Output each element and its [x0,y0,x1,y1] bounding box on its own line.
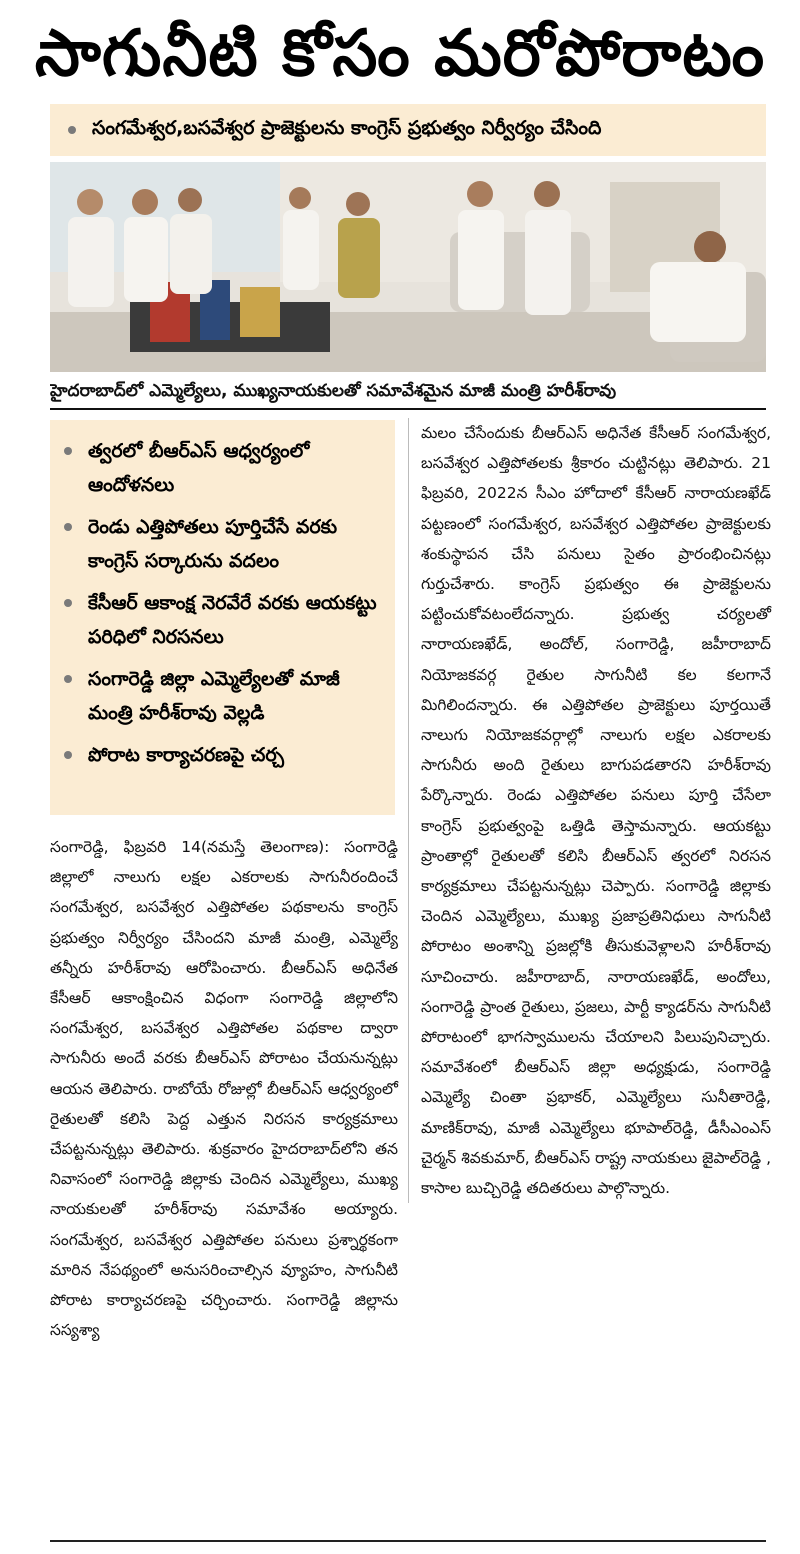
bottom-divider [50,1540,766,1542]
highlight-item [64,662,385,730]
highlight-text: సంగారెడ్డి జిల్లా ఎమ్మెల్యేలతో మాజీ మంత్రి హరీశ్‌రావు వెల్లడి [88,668,340,724]
bullet-icon [68,126,76,134]
bullet-icon [64,599,72,607]
highlight-text: త్వరలో బీఆర్‌ఎస్‌ ఆధ్వర్యంలో ఆందోళనలు [88,440,310,496]
highlight-item [64,586,385,654]
highlight-text: రెండు ఎత్తిపోతలు పూర్తిచేసే వరకు కాంగ్రెస్‌ సర్కారును వదలం [88,516,338,572]
bullet-icon [64,447,72,455]
highlight-item [64,738,385,772]
meeting-photo-illustration [50,162,766,372]
highlight-text: పోరాట కార్యాచరణపై చర్చ [88,744,284,766]
highlights-box [50,420,395,815]
bullet-icon [64,751,72,759]
subheadline-box [50,104,766,156]
article-body-right-column: మలం చేసేందుకు బీఆర్‌ఎస్‌ అధినేత కేసీఆర్‌ సంగమేశ్వర, బసవేశ్వర ఎత్తిపోతలకు శ్రీకారం చుట్టినట్లు తెలిపారు. 21 ఫిబ్రవరి, 2022న సీఎం హోదాలో కేసీఆర్‌ నారాయణఖేడ్‌ పట్టణంలో సంగమేశ్వర, బసవేశ్వర ఎత్తిపోతల ప్రాజెక్టులకు శంకుస్థాపన చేసి పనులు సైతం ప్రారంభించినట్లు గుర్తుచేశారు. కాంగ్రెస్‌ ప్రభుత్వం ఈ ప్రాజెక్టులను పట్టించుకోవటంలేదన్నారు. ప్రభుత్వ చర్యలతో నారాయణఖేడ్‌, అందోల్‌, సంగారెడ్డి, జహీరాబాద్‌ నియోజకవర్గ రైతుల సాగునీటి కల కలగానే మిగిలిందన్నారు. ఈ ఎత్తిపోతల ప్రాజెక్టులు పూర్తయితే నాలుగు నియోజకవర్గాల్లో నాలుగు లక్షల ఎకరాలకు సాగునీరు అంది రైతులు బాగుపడతారని హరీశ్‌రావు పేర్కొన్నారు. రెండు ఎత్తిపోతల పనులు పూర్తి చేసేలా కాంగ్రెస్‌ ప్రభుత్వంపై ఒత్తిడి తెస్తామన్నారు. ఆయకట్టు ప్రాంతాల్లో రైతులతో కలిసి బీఆర్‌ఎస్‌ త్వరలో నిరసన కార్యక్రమాలు చేపట్టనున్నట్లు చెప్పారు. సంగారెడ్డి జిల్లాకు చెందిన ఎమ్మెల్యేలు, ముఖ్య ప్రజాప్రతినిధులు సాగునీటి పోరాటం అంశాన్ని ప్రజల్లోకి తీసుకువెళ్లాలని హరీశ్‌రావు సూచించారు. జహీరాబాద్‌, నారాయణఖేడ్‌, అందోలు, సంగారెడ్డి ప్రాంత రైతులు, ప్రజలు, పార్టీ క్యాడర్‌ను సాగునీటి పోరాటంలో భాగస్వాములను చేయాలని పిలుపునిచ్చారు. సమావేశంలో బీఆర్‌ఎస్‌ జిల్లా అధ్యక్షుడు, సంగారెడ్డి ఎమ్మెల్యే చింతా ప్రభాకర్‌, ఎమ్మెల్యేలు సునీతారెడ్డి, మాణిక్‌రావు, మాజీ ఎమ్మెల్యేలు భూపాల్‌రెడ్డి, డీసీఎంఎస్‌ చైర్మన్‌ శివకుమార్‌, బీఆర్‌ఎస్‌ రాష్ట్ర నాయకులు జైపాల్‌రెడ్డి , కాసాల బుచ్చిరెడ్డి తదితరులు పాల్గొన్నారు. [408,418,771,1203]
highlight-item [64,510,385,578]
bullet-icon [64,523,72,531]
bullet-icon [64,675,72,683]
article-body-left-column: సంగారెడ్డి, ఫిబ్రవరి 14(నమస్తే తెలంగాణ): సంగారెడ్డి జిల్లాలో నాలుగు లక్షల ఎకరాలకు సాగునీరందించే సంగమేశ్వర, బసవేశ్వర ఎత్తిపోతల పథకాలను కాంగ్రెస్‌ ప్రభుత్వం నిర్వీర్యం చేసిందని మాజీ మంత్రి, ఎమ్మెల్యే తన్నీరు హరీశ్‌రావు ఆరోపించారు. బీఆర్‌ఎస్‌ అధినేత కేసీఆర్‌ ఆకాంక్షించిన విధంగా సంగారెడ్డి జిల్లాలోని సంగమేశ్వర, బసవేశ్వర ఎత్తిపోతల పథకాల ద్వారా సాగునీరు అందే వరకు బీఆర్‌ఎస్‌ పోరాటం చేయనున్నట్లు ఆయన తెలిపారు. రాబోయే రోజుల్లో బీఆర్‌ఎస్‌ ఆధ్వర్యంలో రైతులతో కలిసి పెద్ద ఎత్తున నిరసన కార్యక్రమాలు చేపట్టనున్నట్లు తెలిపారు. శుక్రవారం హైదరాబాద్‌లోని తన నివాసంలో సంగారెడ్డి జిల్లాకు చెందిన ఎమ్మెల్యేలు, ముఖ్య నాయకులతో హరీశ్‌రావు సమావేశం అయ్యారు. సంగమేశ్వర, బసవేశ్వర ఎత్తిపోతల పనులు ప్రశ్నార్థకంగా మారిన నేపథ్యంలో అనుసరించాల్సిన వ్యూహం, సాగునీటి పోరాట కార్యాచరణపై చర్చించారు. సంగారెడ్డి జిల్లాను సస్యశ్యా [50,838,398,1340]
highlight-item [64,434,385,502]
headline: సాగునీటి కోసం మరోపోరాటం [34,17,766,91]
highlight-text: కేసీఆర్‌ ఆకాంక్ష నెరవేరే వరకు ఆయకట్టు పరిధిలో నిరసనలు [88,592,377,648]
news-photo [50,162,766,372]
subheadline-text: సంగమేశ్వర,బసవేశ్వర ప్రాజెక్టులను కాంగ్రెస్‌ ప్రభుత్వం నిర్వీర్యం చేసింది [92,116,602,139]
photo-caption: హైదరాబాద్‌లో ఎమ్మెల్యేలు, ముఖ్యనాయకులతో సమావేశమైన మాజీ మంత్రి హరీశ్‌రావు [50,374,766,410]
